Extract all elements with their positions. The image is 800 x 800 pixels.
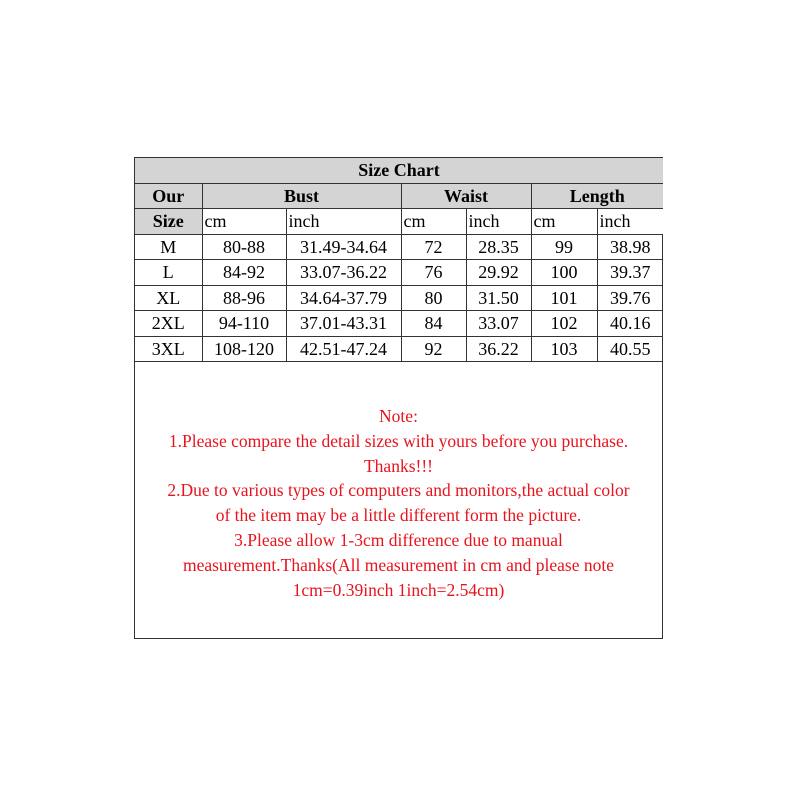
waist-cm-cell: 76	[401, 260, 466, 286]
notes-block	[135, 404, 662, 602]
note-line: 2.Due to various types of computers and monitors,the actual color	[167, 480, 630, 501]
note-line: 1cm=0.39inch 1inch=2.54cm)	[292, 579, 505, 600]
size-header-top: Our	[135, 183, 202, 209]
length-cm-cell: 103	[531, 336, 597, 362]
length-header: Length	[531, 183, 663, 209]
note-line: 3.Please allow 1-3cm difference due to manual	[234, 529, 563, 550]
table-row	[135, 234, 663, 260]
unit-waist-inch: inch	[466, 209, 531, 235]
waist-cm-cell: 72	[401, 234, 466, 260]
bust-cm-cell: 108-120	[202, 336, 286, 362]
waist-inch-cell: 31.50	[466, 285, 531, 311]
unit-waist-cm: cm	[401, 209, 466, 235]
bust-header: Bust	[202, 183, 401, 209]
waist-inch-cell: 33.07	[466, 311, 531, 337]
length-inch-cell: 40.55	[597, 336, 663, 362]
size-header-bottom: Size	[135, 209, 202, 235]
table-row	[135, 285, 663, 311]
unit-length-cm: cm	[531, 209, 597, 235]
length-inch-cell: 39.37	[597, 260, 663, 286]
size-cell: 2XL	[135, 311, 202, 337]
length-cm-cell: 100	[531, 260, 597, 286]
note-line: measurement.Thanks(All measurement in cm and please note	[182, 554, 615, 575]
length-cm-cell: 99	[531, 234, 597, 260]
bust-cm-cell: 88-96	[202, 285, 286, 311]
size-cell: 3XL	[135, 336, 202, 362]
size-chart	[134, 157, 663, 639]
bust-cm-cell: 80-88	[202, 234, 286, 260]
unit-bust-inch: inch	[286, 209, 401, 235]
length-inch-cell: 38.98	[597, 234, 663, 260]
note-line: 1.Please compare the detail sizes with yours before you purchase.	[168, 430, 629, 451]
length-cm-cell: 102	[531, 311, 597, 337]
size-cell: L	[135, 260, 202, 286]
unit-length-inch: inch	[597, 209, 663, 235]
waist-inch-cell: 29.92	[466, 260, 531, 286]
bust-inch-cell: 37.01-43.31	[286, 311, 401, 337]
length-inch-cell: 39.76	[597, 285, 663, 311]
waist-cm-cell: 84	[401, 311, 466, 337]
waist-header: Waist	[401, 183, 531, 209]
unit-bust-cm: cm	[202, 209, 286, 235]
size-table	[135, 158, 663, 362]
table-row	[135, 260, 663, 286]
waist-cm-cell: 80	[401, 285, 466, 311]
table-title: Size Chart	[135, 158, 663, 183]
title-row	[135, 158, 663, 183]
table-row	[135, 311, 663, 337]
size-cell: XL	[135, 285, 202, 311]
unit-header-row	[135, 209, 663, 235]
bust-inch-cell: 34.64-37.79	[286, 285, 401, 311]
bust-cm-cell: 84-92	[202, 260, 286, 286]
note-line: of the item may be a little different form the picture.	[215, 505, 582, 526]
bust-inch-cell: 31.49-34.64	[286, 234, 401, 260]
note-line: Thanks!!!	[363, 455, 433, 476]
group-header-row	[135, 183, 663, 209]
table-row	[135, 336, 663, 362]
length-cm-cell: 101	[531, 285, 597, 311]
bust-inch-cell: 42.51-47.24	[286, 336, 401, 362]
bust-cm-cell: 94-110	[202, 311, 286, 337]
size-cell: M	[135, 234, 202, 260]
waist-inch-cell: 28.35	[466, 234, 531, 260]
waist-inch-cell: 36.22	[466, 336, 531, 362]
length-inch-cell: 40.16	[597, 311, 663, 337]
waist-cm-cell: 92	[401, 336, 466, 362]
bust-inch-cell: 33.07-36.22	[286, 260, 401, 286]
note-heading: Note:	[379, 406, 418, 426]
